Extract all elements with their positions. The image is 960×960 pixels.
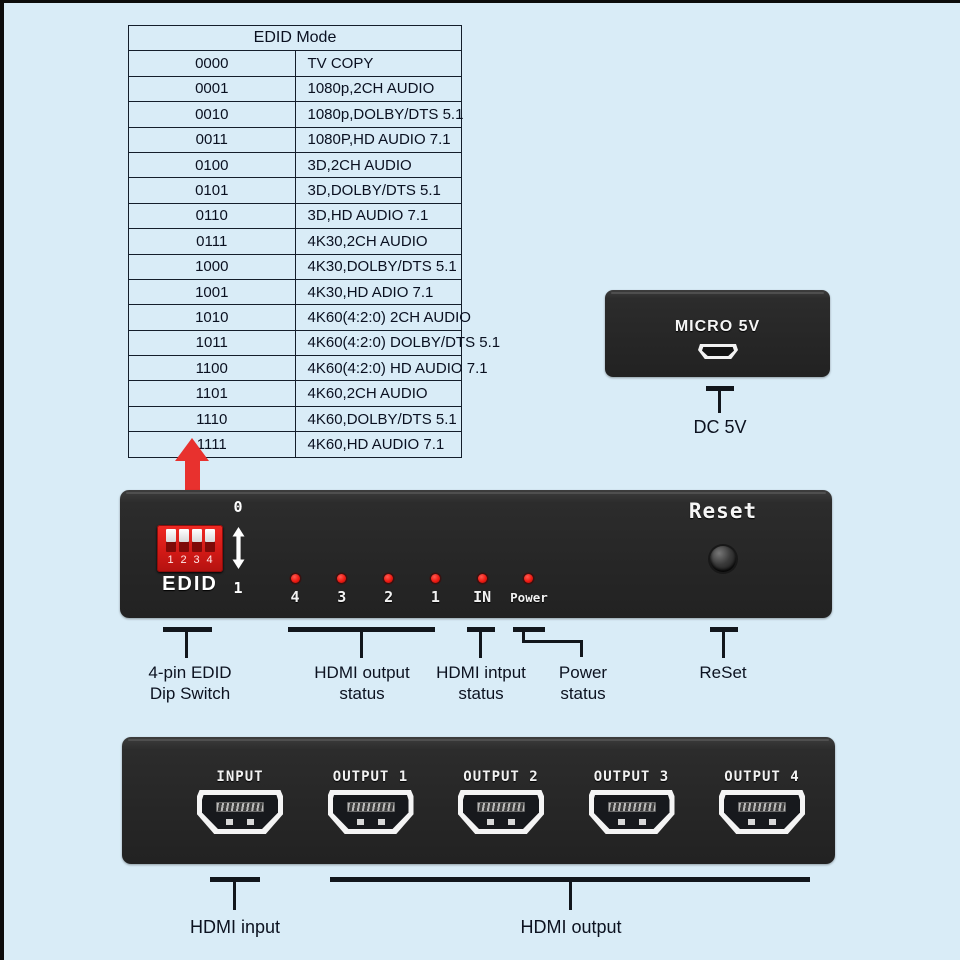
edid-code-cell: 0010 [129,102,296,127]
up-down-arrow-icon [232,527,245,569]
edid-code-cell: 1010 [129,305,296,330]
power-status-elbow [522,640,583,643]
edid-table-row [129,127,462,152]
hdmi-port-group [588,770,676,834]
hdmi-port-group [718,770,806,834]
hdmi-port-label: INPUT [216,769,264,785]
led-label: 3 [337,588,347,606]
edid-table-row [129,330,462,355]
edid-code-cell: 0110 [129,203,296,228]
power-status-bar [513,627,545,632]
edid-code-cell: 1110 [129,406,296,431]
front-panel [120,490,832,618]
edid-table-row [129,152,462,177]
arrow-head [175,438,209,461]
hdmi-output-callout-stem [569,882,572,910]
edid-table-title: EDID Mode [129,26,462,51]
dip-number: 3 [193,554,200,566]
edid-mode-cell: 1080P,HD AUDIO 7.1 [295,127,462,152]
hdmi-port-group [327,770,415,834]
led-indicator-icon [524,574,533,583]
dip-toggle-4 [205,529,215,552]
hdmi-port-group [457,770,545,834]
dip-number: 4 [206,554,213,566]
edid-dip-switch [157,525,223,572]
edid-table-row [129,51,462,76]
led-label: 2 [384,588,394,606]
micro-5v-label: MICRO 5V [674,318,761,335]
edid-mode-cell: TV COPY [295,51,462,76]
edid-table-row [129,279,462,304]
edid-code-cell: 1111 [129,432,296,457]
edid-caption: EDID [162,573,218,595]
dc5v-label: DC 5V [693,417,747,437]
dip-position-scale [226,500,250,596]
led-indicator-icon [384,574,393,583]
edid-mode-cell: 4K30,2CH AUDIO [295,229,462,254]
edid-table-row [129,229,462,254]
hdmi-pins [347,802,395,812]
dip-number: 2 [180,554,187,566]
led-indicator-icon [337,574,346,583]
edid-code-cell: 0100 [129,152,296,177]
edid-mode-cell: 4K60(4:2:0) 2CH AUDIO [295,305,462,330]
photo-edge-top [0,0,960,3]
hdmi-input-callout-stem [233,882,236,910]
edid-mode-cell: 3D,DOLBY/DTS 5.1 [295,178,462,203]
hdmi-output-status-stem [360,632,363,658]
scale-0-label: 0 [233,498,243,516]
hdmi-pins [216,802,264,812]
edid-table-row [129,203,462,228]
power-status-label: Power status [558,663,608,704]
edid-code-cell: 0001 [129,76,296,101]
dip-callout-stem [185,632,188,658]
edid-mode-cell: 4K60(4:2:0) DOLBY/DTS 5.1 [295,330,462,355]
status-led [273,574,317,605]
reset-title: Reset [688,499,758,523]
hdmi-port-group [196,770,284,834]
hdmi-input-status-label: HDMI intput status [436,663,526,704]
edid-code-cell: 1001 [129,279,296,304]
edid-table-row [129,305,462,330]
edid-mode-cell: 1080p,DOLBY/DTS 5.1 [295,102,462,127]
hdmi-pins [738,802,786,812]
edid-mode-table [128,25,501,458]
led-indicator-icon [431,574,440,583]
hdmi-output-callout-label: HDMI output [520,917,622,937]
edid-table-row [129,381,462,406]
edid-code-cell: 0000 [129,51,296,76]
reset-callout-label: ReSet [699,663,747,682]
hdmi-port-icon [328,790,414,834]
edid-code-cell: 0101 [129,178,296,203]
hdmi-port-label: OUTPUT 2 [463,769,539,785]
edid-code-cell: 0011 [129,127,296,152]
edid-table-row [129,356,462,381]
power-status-stem-2 [580,640,583,657]
edid-table-row [129,254,462,279]
hdmi-port-icon [719,790,805,834]
hdmi-pins [477,802,525,812]
edid-mode-cell: 4K60(4:2:0) HD AUDIO 7.1 [295,356,462,381]
led-indicator-icon [291,574,300,583]
dip-number: 1 [167,554,174,566]
led-label: IN [473,588,492,606]
edid-code-cell: 1000 [129,254,296,279]
led-label: 1 [430,588,440,606]
micro-usb-port-icon [698,344,738,359]
led-indicator-icon [478,574,487,583]
edid-code-cell: 1011 [129,330,296,355]
edid-table-row [129,102,462,127]
edid-code-cell: 1101 [129,381,296,406]
rear-panel [122,737,835,864]
hdmi-input-status-stem [479,632,482,658]
hdmi-output-status-label: HDMI output status [314,663,410,704]
dip-callout-label: 4-pin EDID Dip Switch [148,663,232,704]
hdmi-pins [608,802,656,812]
edid-mode-cell: 4K60,HD AUDIO 7.1 [295,432,462,457]
dip-toggle-2 [179,529,189,552]
reset-button-icon [710,546,736,572]
status-led [507,574,551,605]
edid-mode-cell: 3D,2CH AUDIO [295,152,462,177]
dip-toggle-1 [166,529,176,552]
status-led [413,574,457,605]
status-led [460,574,504,605]
edid-mode-cell: 3D,HD AUDIO 7.1 [295,203,462,228]
hdmi-input-callout-label: HDMI input [189,917,281,937]
hdmi-port-label: OUTPUT 4 [724,769,800,785]
status-led [320,574,364,605]
edid-mode-cell: 4K30,HD ADIO 7.1 [295,279,462,304]
hdmi-port-label: OUTPUT 1 [332,769,409,785]
edid-mode-cell: 1080p,2CH AUDIO [295,76,462,101]
hdmi-port-icon [197,790,283,834]
dip-toggle-3 [192,529,202,552]
hdmi-port-icon [589,790,675,834]
led-label: Power [510,590,548,605]
hdmi-port-label: OUTPUT 3 [593,769,670,785]
hdmi-port-icon [458,790,544,834]
led-label: 4 [290,588,300,606]
status-led [367,574,411,605]
edid-table-row [129,76,462,101]
edid-mode-cell: 4K60,2CH AUDIO [295,381,462,406]
dc5v-callout-stem [718,391,721,413]
edid-table-row [129,178,462,203]
scale-1-label: 1 [233,579,243,597]
edid-code-cell: 0111 [129,229,296,254]
edid-mode-cell: 4K60,DOLBY/DTS 5.1 [295,406,462,431]
edid-mode-cell: 4K30,DOLBY/DTS 5.1 [295,254,462,279]
reset-callout-stem [722,632,725,658]
power-port-panel [605,290,830,377]
photo-edge-left [0,0,4,960]
edid-table-row [129,406,462,431]
edid-code-cell: 1100 [129,356,296,381]
